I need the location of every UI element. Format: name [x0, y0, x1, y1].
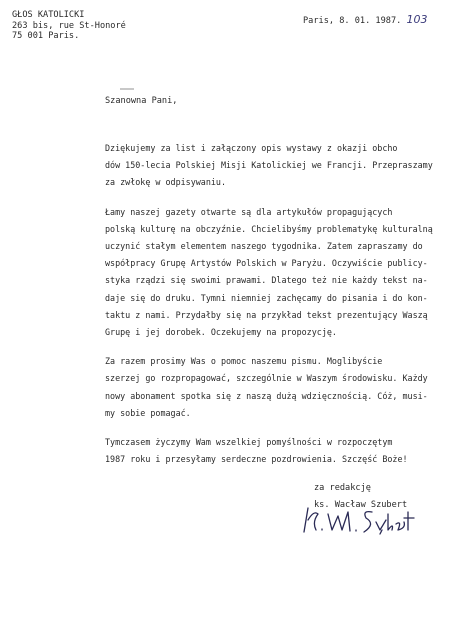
paragraph-line: 1987 roku i przesyłamy serdeczne pozdrowienia. Szczęść Boże! — [105, 454, 408, 465]
salutation: Szanowna Pani, — [105, 96, 178, 106]
paragraph-line: Dziękujemy za list i załączony opis wystawy z okazji obcho — [105, 143, 398, 153]
signature-icon — [296, 500, 416, 540]
date-text: Paris, 8. 01. 1987. — [303, 16, 402, 26]
ink-smudge — [120, 88, 134, 90]
sender-street: 263 bis, rue St-Honoré — [12, 20, 126, 31]
sender-name: GŁOS KATOLICKI — [12, 10, 85, 20]
paragraph-line: daje się do druku. Tymni niemniej zachęcamy do pisania i do kon- — [105, 292, 428, 303]
paragraph-4 — [105, 434, 435, 468]
letter-date — [303, 13, 428, 26]
handwritten-signature — [296, 500, 416, 544]
paragraph-line: styka rządzi się swoimi prawami. Dlatego też nie każdy tekst na- — [105, 275, 428, 286]
closing-line-1: za redakcję — [314, 483, 371, 493]
paragraph-line: Za razem prosimy Was o pomoc naszemu pismu. Moglibyście — [105, 356, 383, 367]
paragraph-line: Tymczasem życzymy Wam wszelkiej pomyślności w rozpoczętym — [105, 437, 393, 448]
paragraph-3 — [105, 353, 435, 422]
sender-address — [12, 10, 126, 42]
letter-body — [105, 140, 435, 480]
paragraph-line: nowy abonament spotka się z naszą dużą wdzięcznością. Cóż, musi- — [105, 390, 428, 401]
paragraph-line: szerzej go rozpropagować, szczególnie w Waszym środowisku. Każdy — [105, 373, 428, 384]
sender-city: 75 001 Paris. — [12, 31, 80, 41]
paragraph-line: współpracy Grupę Artystów Polskich w Paryżu. Oczywiście publicy- — [105, 258, 428, 269]
paragraph-1 — [105, 140, 435, 192]
paragraph-line: my sobie pomagać. — [105, 407, 191, 418]
paragraph-line: taktu z nami. Przydałby się na przykład tekst prezentujący Waszą — [105, 309, 428, 320]
paragraph-line: dów 150-lecia Polskiej Misji Katolickiej we Francji. Przepraszamy — [105, 160, 433, 171]
paragraph-line: polską kulturę na obczyźnie. Chcielibyśmy problematykę kulturalną — [105, 223, 433, 234]
paragraph-line: Łamy naszej gazety otwarte są dla artykułów propagujących — [105, 206, 393, 217]
paragraph-line: Grupę i jej dorobek. Oczekujemy na propozycję. — [105, 327, 337, 338]
paragraph-2 — [105, 204, 435, 342]
paragraph-line: uczynić stałym elementem naszego tygodnika. Zatem zapraszamy do — [105, 241, 423, 252]
paragraph-line: za zwłokę w odpisywaniu. — [105, 177, 227, 188]
handwritten-number: 103 — [406, 13, 428, 26]
closing-signatory: ks. Wacław Szubert — [314, 500, 408, 510]
